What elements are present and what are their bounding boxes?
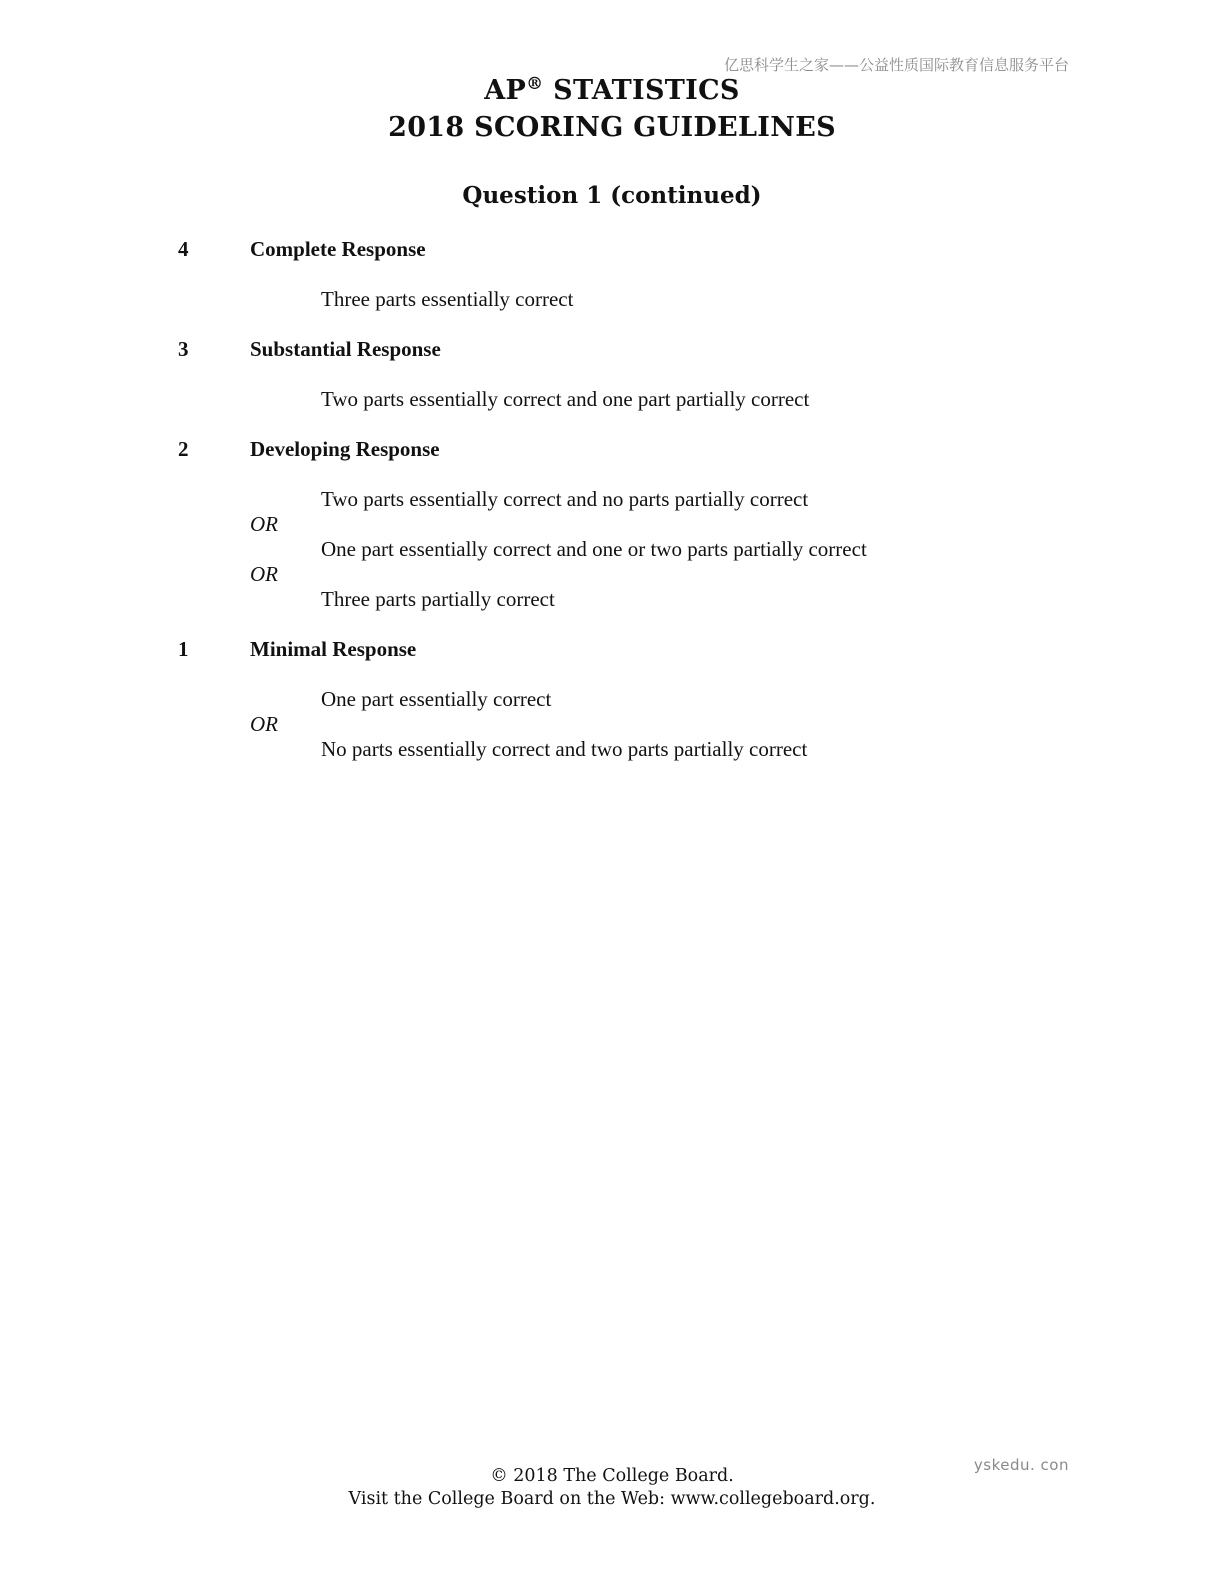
question-title: Question 1 (continued) [462, 182, 762, 209]
level-label: Minimal Response [250, 637, 417, 661]
criterion: One part essentially correct and one or two parts partially correct [321, 537, 867, 561]
criterion: Three parts essentially correct [321, 287, 574, 311]
header-ap: AP [484, 75, 527, 106]
registered-mark: ® [526, 74, 544, 94]
level-score: 2 [178, 437, 189, 461]
page-header [0, 72, 1224, 146]
level-score: 1 [178, 637, 189, 661]
watermark-top: 亿思科学生之家——公益性质国际教育信息服务平台 [723, 56, 1069, 74]
or-label: OR [250, 712, 278, 736]
criterion: Two parts essentially correct and one part partially correct [321, 387, 810, 411]
criterion: Two parts essentially correct and no parts partially correct [321, 487, 809, 511]
footer-copyright: © 2018 The College Board. [490, 1466, 734, 1486]
watermark-bottom: yskedu. con [973, 1456, 1069, 1474]
level-label: Substantial Response [250, 337, 441, 361]
level-label: Complete Response [250, 237, 426, 261]
criterion: Three parts partially correct [321, 587, 555, 611]
level-score: 4 [178, 237, 189, 261]
page-footer [0, 1465, 1224, 1511]
level-score: 3 [178, 337, 189, 361]
header-line-2: 2018 SCORING GUIDELINES [388, 112, 836, 143]
criterion: One part essentially correct [321, 687, 552, 711]
header-statistics: STATISTICS [543, 75, 740, 106]
header-line-1 [0, 72, 1224, 109]
level-label: Developing Response [250, 437, 440, 461]
footer-website: Visit the College Board on the Web: www.collegeboard.org. [348, 1489, 876, 1509]
or-label: OR [250, 562, 278, 586]
criterion: No parts essentially correct and two parts partially correct [321, 737, 808, 761]
or-label: OR [250, 512, 278, 536]
